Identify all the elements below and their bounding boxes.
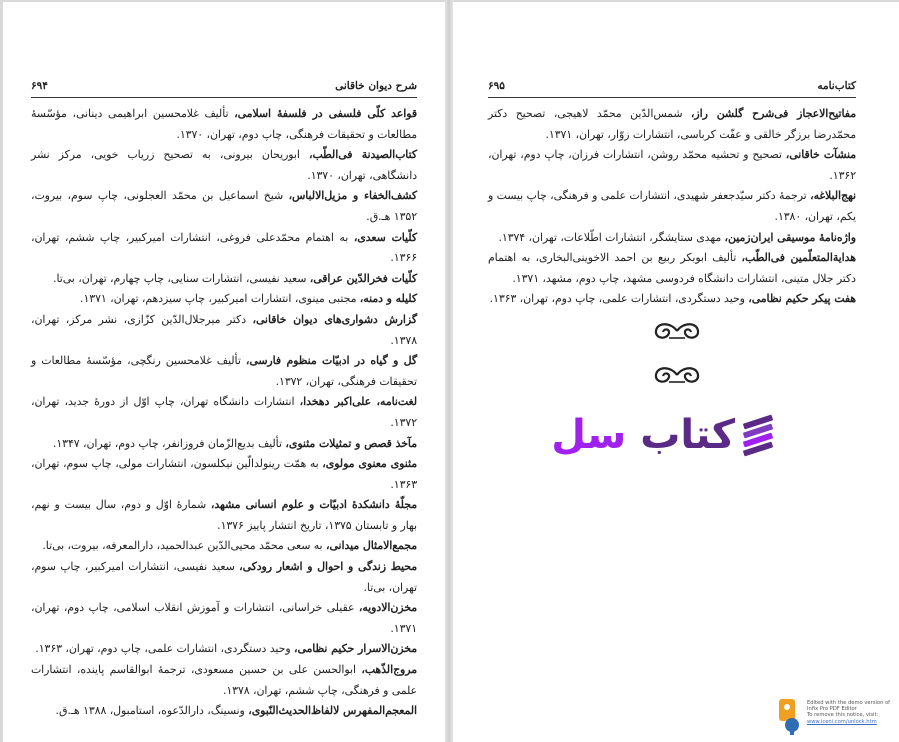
bibliography-entry — [488, 248, 856, 289]
entry-title: گل و گیاه در ادبیّات منظوم فارسی، — [245, 354, 417, 368]
entry-title: محیط زندگی و احوال و اشعار رودکی، — [239, 560, 417, 574]
entry-details: سعید نفیسی، انتشارات امیرکبیر، چاپ سوم، تهران، بی‌تا. — [31, 560, 417, 594]
bibliography-entry — [488, 228, 856, 249]
entry-details: وحید دستگردی، انتشارات علمی، چاپ دوم، تهران، ۱۳۶۳. — [489, 292, 749, 306]
entry-title: کلیله و دمنه، — [359, 292, 417, 306]
bibliography-entry — [31, 598, 417, 639]
right-page-number: ۶۹۵ — [488, 80, 505, 92]
bibliography-entry — [31, 454, 417, 495]
entry-title: مآخذ قصص و تمثیلات مثنوی، — [285, 436, 417, 450]
bibliography-entry — [31, 701, 417, 722]
entry-title: کتاب‌الصیدنة فی‌الطّب، — [308, 148, 417, 162]
entry-details: ترجمهٔ دکتر سیّدجعفر شهیدی، انتشارات علمی و فرهنگی، چاپ بیست و یکم، تهران، ۱۳۸۰. — [487, 189, 856, 223]
bibliography-entry — [31, 186, 417, 227]
entry-details: به همّت رینولدالّین نیکلسون، انتشارات مولی، چاپ سوم، تهران، ۱۳۶۳. — [31, 457, 417, 491]
entry-title: نهج‌البلاغه، — [810, 189, 856, 203]
entry-title: مجلّهٔ دانشکدهٔ ادبیّات و علوم انسانی مشهد، — [210, 498, 417, 512]
left-page-header — [31, 80, 417, 96]
left-bibliography — [31, 104, 417, 722]
left-header-title: شرح دیوان خاقانی — [335, 80, 417, 92]
page-gutter — [445, 0, 453, 742]
entry-details: وحید دستگردی، انتشارات علمی، چاپ دوم، تهران، ۱۳۶۳. — [35, 642, 294, 656]
bibliography-entry — [31, 660, 417, 701]
entry-title: کلّیات سعدی، — [353, 230, 418, 244]
entry-details: تألیف بدیع‌الزّمان فروزانفر، چاپ دوم، تهران، ۱۳۴۷. — [52, 436, 286, 450]
bibliography-entry — [488, 289, 856, 310]
right-header-rule — [488, 97, 856, 98]
entry-details: ابوالحسن علی بن حسین مسعودی، ترجمهٔ ابوالقاسم پاینده، انتشارات علمی و فرهنگی، چاپ ششم، تهران، ۱۳۷۸. — [31, 663, 417, 697]
bibliography-entry — [31, 639, 417, 660]
entry-details: به سعی محمّد محیی‌الدّین عبدالحمید، دارالمعرفه، بیروت، بی‌تا. — [42, 539, 326, 553]
bibliography-entry — [31, 536, 417, 557]
bibliography-entry — [31, 495, 417, 536]
entry-details: تألیف غلامحسین ابراهیمی دینانی، مؤسّسهٔ مطالعات و تحقیقات فرهنگی، چاپ دوم، تهران، ۱۳۷۰. — [31, 107, 417, 141]
bibliography-entry — [31, 351, 417, 392]
watermark-line-3: To remove this notice, visit: — [807, 712, 879, 719]
entry-title: مثنوی معنوی مولوی، — [322, 457, 417, 471]
entry-title: مجمع‌الامثال میدانی، — [325, 539, 417, 553]
bibliography-entry — [488, 104, 856, 145]
entry-title: واژه‌نامهٔ موسیقی ایران‌زمین، — [724, 230, 856, 244]
entry-title: لغت‌نامه، علی‌اکبر دهخدا، — [299, 395, 417, 409]
bibliography-entry — [488, 145, 856, 186]
bibliography-entry — [31, 228, 417, 269]
logo-word-2: سل — [551, 412, 627, 458]
entry-details: تألیف ابوبکر ربیع بن احمد الاخوینی‌البخاری، به اهتمام دکتر جلال متینی، انتشارات دانشگاه فردوسی مشهد، چاپ دوم، مشهد، ۱۳۷۱. — [488, 251, 856, 285]
entry-details: تصحیح و تحشیه محمّد روشن، انتشارات فرزان، چاپ دوم، تهران، ۱۳۶۲. — [488, 148, 856, 182]
entry-title: مخزن‌الادویه، — [358, 601, 417, 615]
entry-details: شمس‌الدّین محمّد لاهیجی، تصحیح دکتر محمّدرضا برزگر خالقی و عفّت کرباسی، انتشارات زوّار، تهران، ۱۳۷۱. — [488, 107, 856, 141]
logo-text — [551, 409, 735, 461]
entry-details: انتشارات دانشگاه تهران، چاپ اوّل از دورهٔ جدید، تهران، ۱۳۷۲. — [31, 395, 417, 429]
watermark-link[interactable]: www.iceni.com/unlock.htm — [807, 718, 877, 725]
ornament-icon — [651, 320, 703, 342]
entry-title: قواعد کلّی فلسفی در فلسفهٔ اسلامی، — [234, 107, 417, 120]
infix-logo-icon — [777, 697, 803, 737]
entry-details: ابوریحان بیرونی، به تصحیح زریاب خویی، مرکز نشر دانشگاهی، تهران، ۱۳۷۰. — [31, 148, 417, 182]
left-page-number: ۶۹۴ — [31, 80, 48, 92]
kitabsal-logo — [551, 407, 783, 467]
entry-details: سعید نفیسی، انتشارات سنایی، چاپ چهارم، تهران، بی‌تا. — [53, 271, 310, 285]
entry-details: مجتبی مینوی، انتشارات امیرکبیر، چاپ سیزدهم، تهران، ۱۳۷۱. — [80, 292, 360, 306]
left-page — [3, 2, 445, 742]
entry-title: کلّیات فخرالدّین عراقی، — [309, 271, 417, 285]
right-page-header — [488, 80, 856, 96]
right-bibliography — [488, 104, 856, 310]
editor-watermark — [777, 697, 897, 739]
bibliography-entry — [31, 269, 417, 290]
entry-title: المعجم‌المفهرس لالفاظ‌الحدیث‌النّبوی، — [248, 704, 417, 718]
right-header-title: کتاب‌نامه — [817, 80, 856, 92]
bibliography-entry — [488, 186, 856, 227]
entry-title: مروج‌الذّهب، — [361, 663, 417, 677]
entry-title: گزارش دشواری‌های دیوان خاقانی، — [252, 312, 417, 326]
entry-title: منشآت خاقانی، — [785, 148, 856, 162]
entry-title: هدایةالمتعلّمین فی‌الطّب، — [741, 251, 856, 265]
entry-details: مهدی ستایشگر، انتشارات اطّلاعات، تهران، ۱۳۷۴. — [498, 230, 725, 244]
bibliography-entry — [31, 392, 417, 433]
ornament-icon — [651, 364, 703, 386]
entry-details: شیخ اسماعیل بن محمّد العجلونی، چاپ سوم، بیروت، ۱۳۵۲ هـ.ق. — [31, 189, 417, 223]
logo-word-1: کتاب — [640, 412, 735, 458]
entry-details: شمارهٔ اوّل و دوم، سال بیست و نهم، بهار و تابستان ۱۳۷۵، تاریخ انتشار پاییز ۱۳۷۶. — [31, 498, 417, 532]
entry-details: ونسینگ، دارالدّعوه، استامبول، ۱۳۸۸ هـ.ق. — [55, 704, 249, 718]
watermark-line-2: Infix Pro PDF Editor — [807, 706, 857, 713]
entry-details: به اهتمام محمّدعلی فروغی، انتشارات امیرکبیر، چاپ ششم، تهران، ۱۳۶۶. — [31, 230, 417, 265]
right-page — [453, 2, 899, 742]
entry-details: عقیلی خراسانی، انتشارات و آموزش انقلاب اسلامی، چاپ دوم، تهران، ۱۳۷۱. — [31, 601, 417, 635]
bibliography-entry — [31, 434, 417, 455]
bibliography-entry — [31, 145, 417, 186]
watermark-line-1: Edited with the demo version of — [807, 700, 891, 706]
entry-details: دکتر میرجلال‌الدّین کزّازی، نشر مرکز، تهران، ۱۳۷۸. — [31, 312, 417, 347]
watermark-text — [807, 700, 897, 725]
entry-title: مخزن‌الاسرار حکیم نظامی، — [293, 642, 417, 656]
entry-details: تألیف غلامحسین رنگچی، مؤسّسهٔ مطالعات و تحقیقات فرهنگی، تهران، ۱۳۷۲. — [31, 354, 417, 388]
bibliography-entry — [31, 104, 417, 145]
book-stack-icon — [737, 411, 783, 461]
bibliography-entry — [31, 310, 417, 351]
entry-title: کشف‌الخفاء و مزیل‌الالباس، — [288, 189, 418, 203]
bibliography-entry — [31, 289, 417, 310]
entry-title: مفاتیح‌الاعجاز فی‌شرح گلشن راز، — [690, 107, 856, 120]
bibliography-entry — [31, 557, 417, 598]
left-header-rule — [31, 97, 417, 98]
entry-title: هفت پیکر حکیم نظامی، — [748, 292, 856, 306]
